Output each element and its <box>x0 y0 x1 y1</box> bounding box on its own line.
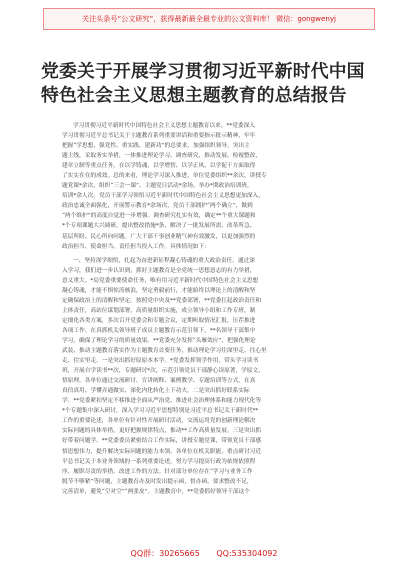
text-line: 学。**党委紧扣坚定不移推进全面从严治党、推进社会治理体系和能力现代化等 <box>62 398 262 405</box>
text-line: 脱节不够紧”等问题，主题教育办及时发出提示函，督办函，要求整改不足， <box>62 478 253 485</box>
footer-contact: QQ群：30265665 QQ:535304092 <box>130 549 278 558</box>
text-line: 入学习，我们进一步认识到，抓好主题教育是全党统一思想意志的有力举措， <box>62 267 256 274</box>
title-line-1: 党委关于开展学习贯彻习近平新时代中国 <box>41 61 365 82</box>
promo-banner: 关注头条号“公文研究”，获得最新最全最专业的公文资料库！ 微信：gongwenyj <box>43 8 375 30</box>
text-line: 好带着问题学。**党委委员紧密结合工作实际，讲授专题党课，带领党员干部感 <box>62 438 262 445</box>
text-line: 序、履职尽责的举措。改进工作的方法。针对部分单位存在“学习与业务工作 <box>62 468 253 475</box>
text-line: 学习贯彻习近平新时代中国特色社会主义思想主题教育以来，**党委深入 <box>73 123 255 129</box>
text-line: 班，开展自学读书**次，专题研讨*次，示范引领党员干部静心读原著，学原文、 <box>62 368 264 375</box>
text-line: 主体责任，高站位谋划部署，高质量组织实施，成立领导小组和工作专班，制 <box>62 307 256 314</box>
text-line: 学习，确保了理论学习的质量效果。**党委充分发挥“头雁效应”，把强化理论 <box>62 337 256 344</box>
text-line: 基层所盼、民心所向问题。广大干部干事创业精气神有效激发，以更加强烈的 <box>62 233 256 240</box>
text-line: 武装、推动主题教育落实作为主题教育首要任务，推动理论学习往深里走、往心里 <box>62 348 267 355</box>
text-line: 政治忠诚全面强化，开展警示教育*余场次，党员干部拥护“两个确立”，做到 <box>62 203 253 210</box>
text-line: 培训*余人次。党员干部学习领悟习近平新时代中国特色社会主义思想更加深入， <box>62 193 264 200</box>
text-line: 定细化各类方案，多次召开党委会和专题会议，定期听取情况汇报，压茬推进 <box>62 317 256 324</box>
text-line: 把握“学思想、强党性、重实践、建新功”的总要求，加强组织领导，突出主 <box>62 143 250 150</box>
text-line: 悟原理。各单位通过交流研讨、宣讲阐释、案例教学、专题培训等方式，在真 <box>62 378 256 385</box>
document-body <box>62 121 348 497</box>
text-line: 建章立制等重点任务，在以学铸魂、以学增智、以学正风、以学促干方面取得 <box>62 163 256 170</box>
text-line: 各项工作。在真抓机关领导班子成员主题教育示范引领下，**名领导干部集中 <box>62 327 256 334</box>
text-line: *个专题集中深入研讨，深入学习习近平思想特别是习近平总书记关于新时代** <box>62 408 259 415</box>
text-line: 平总书记关于本业务领域的一系列重要论述，努力学习提高行政为依规依照程 <box>62 458 256 465</box>
text-line: 意义重大。*局党委重要使命任务，唯有用习近平新时代中国特色社会主义思想 <box>62 277 259 284</box>
text-line: 走、往实里走。一是突出抓好原原本本学。*党委发挥领学作用，带头学习读书 <box>62 358 259 365</box>
text-line: 了实实在在的成效。总的来看，理论学习深入推进，单位党委组织**余次，讲授专 <box>62 173 267 180</box>
text-line: 政治担当、使命担当、责任担当投入工作。具体情况如下： <box>62 243 210 250</box>
text-line: 实际问题的具体举措，更好把握规律特点，推动**工作高质量发展。三是突出抓 <box>62 428 262 435</box>
title-line-2: 特色社会主义思想主题教育的总结报告 <box>41 85 347 106</box>
text-line: *个专项课题大兴调研，提出整改措施*条，解决了一批发展所需、改革所急、 <box>62 223 256 230</box>
text-line: 工作的重要论述，各单位有针对性开展研讨活动，交流运用党的创新理论解决 <box>62 418 256 425</box>
paragraph-1 <box>62 121 348 252</box>
text-line: 题主线，采取务实举措，一体推进理论学习、调查研究、推动发展、检视整改， <box>62 153 262 160</box>
paragraph-2 <box>62 256 348 497</box>
text-line: 真信真用、学懂弄通做实、深化内化转化上下功夫。二是突出抓好联系实际 <box>62 388 250 395</box>
text-line: 定确保政治上的清醒和坚定。按照党中央及**党委部署，**党委扛起政治责任和 <box>62 297 262 304</box>
text-line: 凝心铸魂，才能不惧惊涛骇浪，坚定勇毅前行，才能始终以理论上的清醒和坚 <box>62 287 256 294</box>
page-title <box>41 60 371 108</box>
text-line: “两个维护”的高度自觉进一步增强。调查研究扎实有效，确定**个重大课题和 <box>62 213 256 220</box>
text-line: 一、坚持深学细悟，扎起为奋进新征程凝心铸魂的重大政治责任。通过深 <box>73 257 255 264</box>
text-line: 完善清单，避免“空对空”“两张皮”。主题教育中，**党委抓好领导干部这个 <box>62 488 250 495</box>
text-line: 题党课*余次，组织“三会一课”、主题党日活动*余场，举办*期政治培训班， <box>62 183 253 190</box>
text-line: 学习贯彻习近平总书记关于主题教育系列重要讲话和重要指示批示精神，牢牢 <box>62 133 256 140</box>
text-line: 悟思想伟力，提升解决实际问题的能力本领。各单位在机关职能、重点研讨习近 <box>62 448 262 455</box>
